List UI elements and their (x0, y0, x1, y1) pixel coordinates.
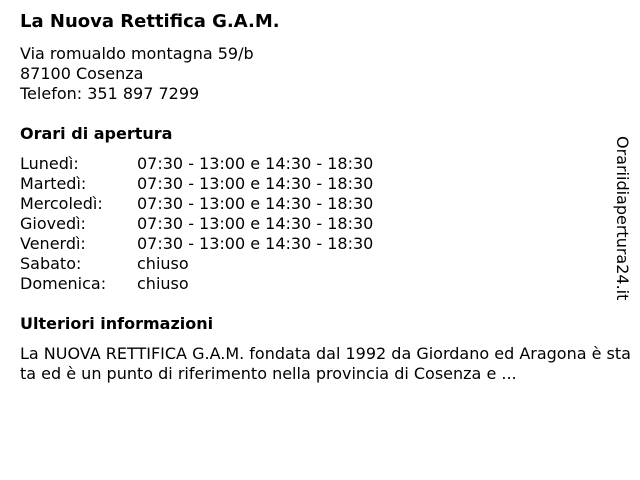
phone-number: Telefon: 351 897 7299 (20, 84, 200, 103)
more-info-heading: Ulteriori informazioni (20, 314, 214, 333)
day-label: Giovedì: (20, 214, 86, 233)
contact-block (20, 44, 254, 104)
day-label: Domenica: (20, 274, 107, 293)
hours-value: 07:30 - 13:00 e 14:30 - 18:30 (137, 234, 374, 253)
opening-hours-heading: Orari di apertura (20, 124, 173, 143)
hours-value: 07:30 - 13:00 e 14:30 - 18:30 (137, 154, 374, 173)
day-label: Martedì: (20, 174, 87, 193)
hours-value: chiuso (137, 254, 189, 273)
site-watermark: Orariidiapertura24.it (613, 136, 632, 301)
hours-value: 07:30 - 13:00 e 14:30 - 18:30 (137, 174, 374, 193)
hours-value: 07:30 - 13:00 e 14:30 - 18:30 (137, 214, 374, 233)
day-label: Mercoledì: (20, 194, 103, 213)
day-label: Venerdì: (20, 234, 86, 253)
postal-city: 87100 Cosenza (20, 64, 144, 83)
business-name: La Nuova Rettifica G.A.M. (20, 11, 280, 32)
business-description: La NUOVA RETTIFICA G.A.M. fondata dal 1992 da Giordano ed Aragona è stata ed è un punto di riferimento nella provincia di Cosenza e ... (20, 344, 631, 383)
street-address: Via romualdo montagna 59/b (20, 44, 254, 63)
day-label: Lunedì: (20, 154, 79, 173)
hours-value: 07:30 - 13:00 e 14:30 - 18:30 (137, 194, 374, 213)
hours-value: chiuso (137, 274, 189, 293)
day-label: Sabato: (20, 254, 82, 273)
